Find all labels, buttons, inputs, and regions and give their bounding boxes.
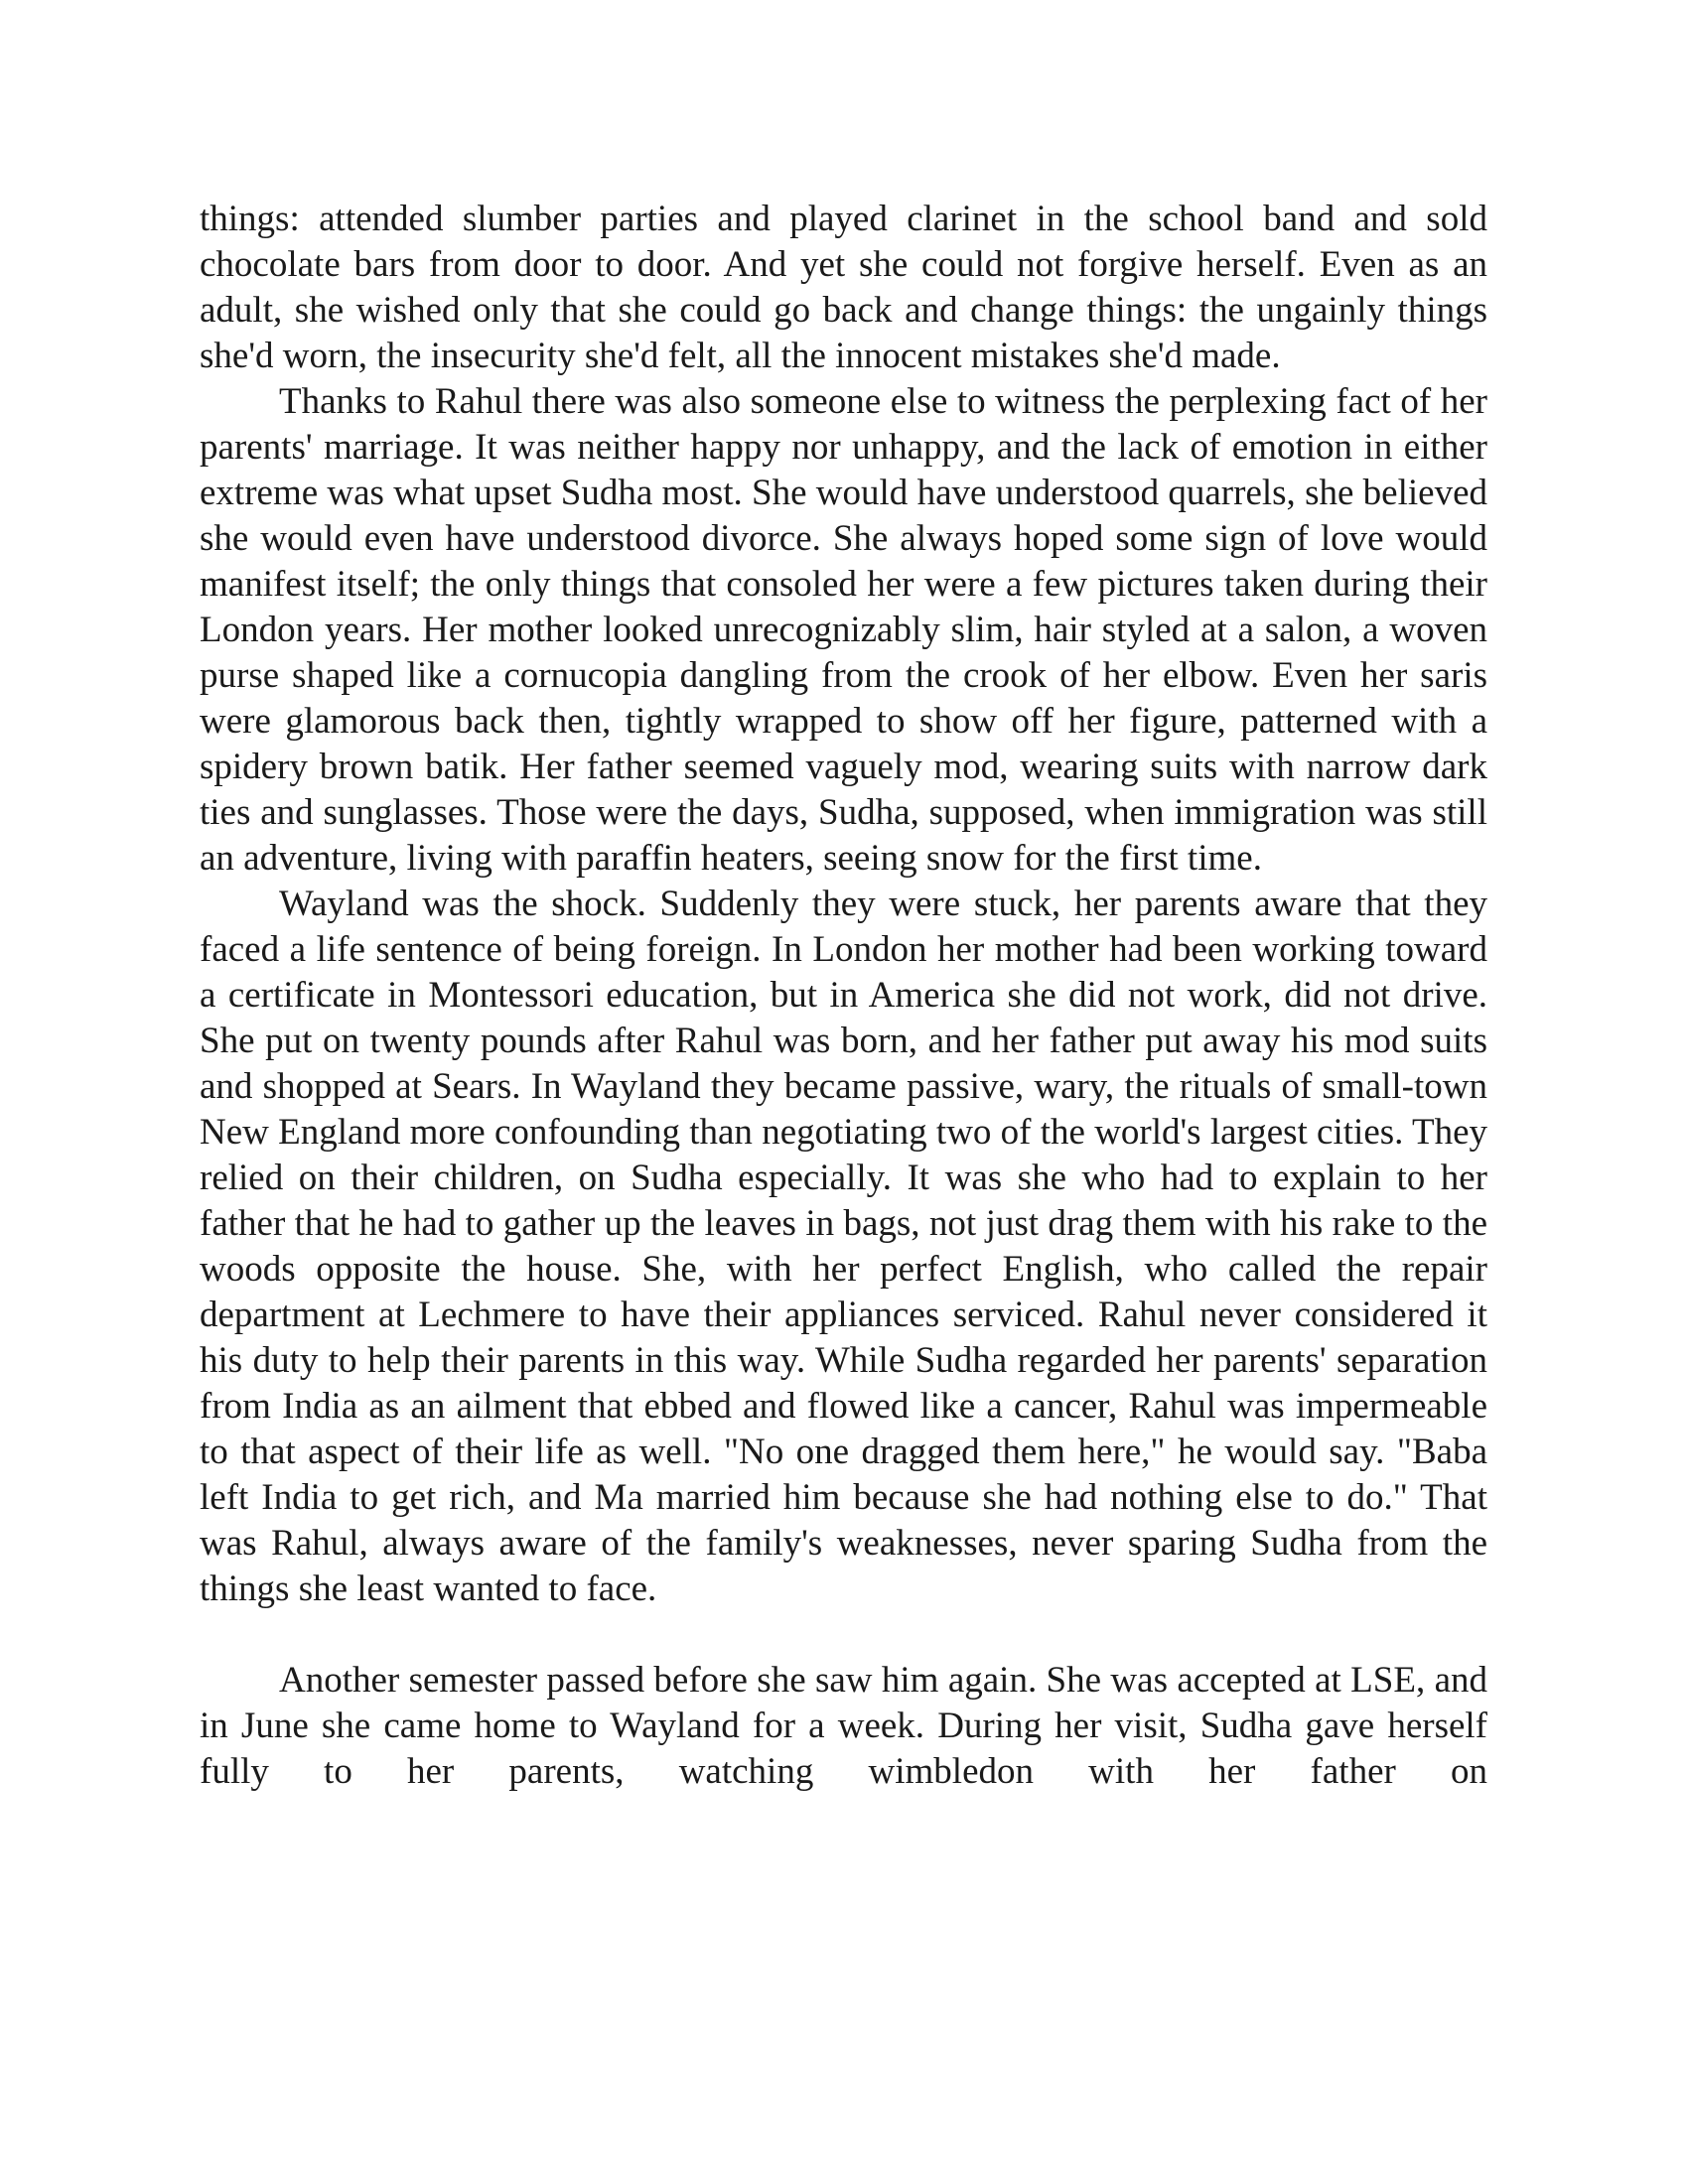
section-break bbox=[200, 1612, 1487, 1658]
paragraph-1: things: attended slumber parties and played clarinet in the school band and sold chocolate bars from door to door. And yet she could not forgive herself. Even as an adult, she wished only that she could go back and change things: the ungainly things she'd worn, the insecurity she'd felt, all the innocent mistakes she'd made. bbox=[200, 199, 1487, 376]
paragraph-3: Wayland was the shock. Suddenly they were stuck, her parents aware that they faced a life sentence of being foreign. In London her mother had been working toward a certificate in Montessori education, but in America she did not work, did not drive. She put on twenty pounds after Rahul was born, and her father put away his mod suits and shopped at Sears. In Wayland they became passive, wary, the rituals of small-town New England more confounding than negotiating two of the world's largest cities. They relied on their children, on Sudha especially. It was she who had to explain to her father that he had to gather up the leaves in bags, not just drag them with his rake to the woods opposite the house. She, with her perfect English, who called the repair department at Lechmere to have their appliances serviced. Rahul never considered it his duty to help their parents in this way. While Sudha regarded her parents' separation from India as an ailment that ebbed and flowed like a cancer, Rahul was impermeable to that aspect of their life as well. "No one dragged them here," he would say. "Baba left India to get rich, and Ma married him because she had nothing else to do." That was Rahul, always aware of the family's weaknesses, never sparing Sudha from the things she least wanted to face. bbox=[200, 884, 1487, 1609]
paragraph-4: Another semester passed before she saw him again. She was accepted at LSE, and in June she came home to Wayland for a week. During her visit, Sudha gave herself fully to her parents, watching wimbledon with her father on bbox=[200, 1660, 1487, 1792]
document-page bbox=[200, 197, 1487, 1795]
paragraph-2: Thanks to Rahul there was also someone else to witness the perplexing fact of her parents' marriage. It was neither happy nor unhappy, and the lack of emotion in either extreme was what upset Sudha most. She would have understood quarrels, she believed she would even have understood divorce. She always hoped some sign of love would manifest itself; the only things that consoled her were a few pictures taken during their London years. Her mother looked unrecognizably slim, hair styled at a salon, a woven purse shaped like a cornucopia dangling from the crook of her elbow. Even her saris were glamorous back then, tightly wrapped to show off her figure, patterned with a spidery brown batik. Her father seemed vaguely mod, wearing suits with narrow dark ties and sunglasses. Those were the days, Sudha, supposed, when immigration was still an adventure, living with paraffin heaters, seeing snow for the first time. bbox=[200, 381, 1487, 879]
